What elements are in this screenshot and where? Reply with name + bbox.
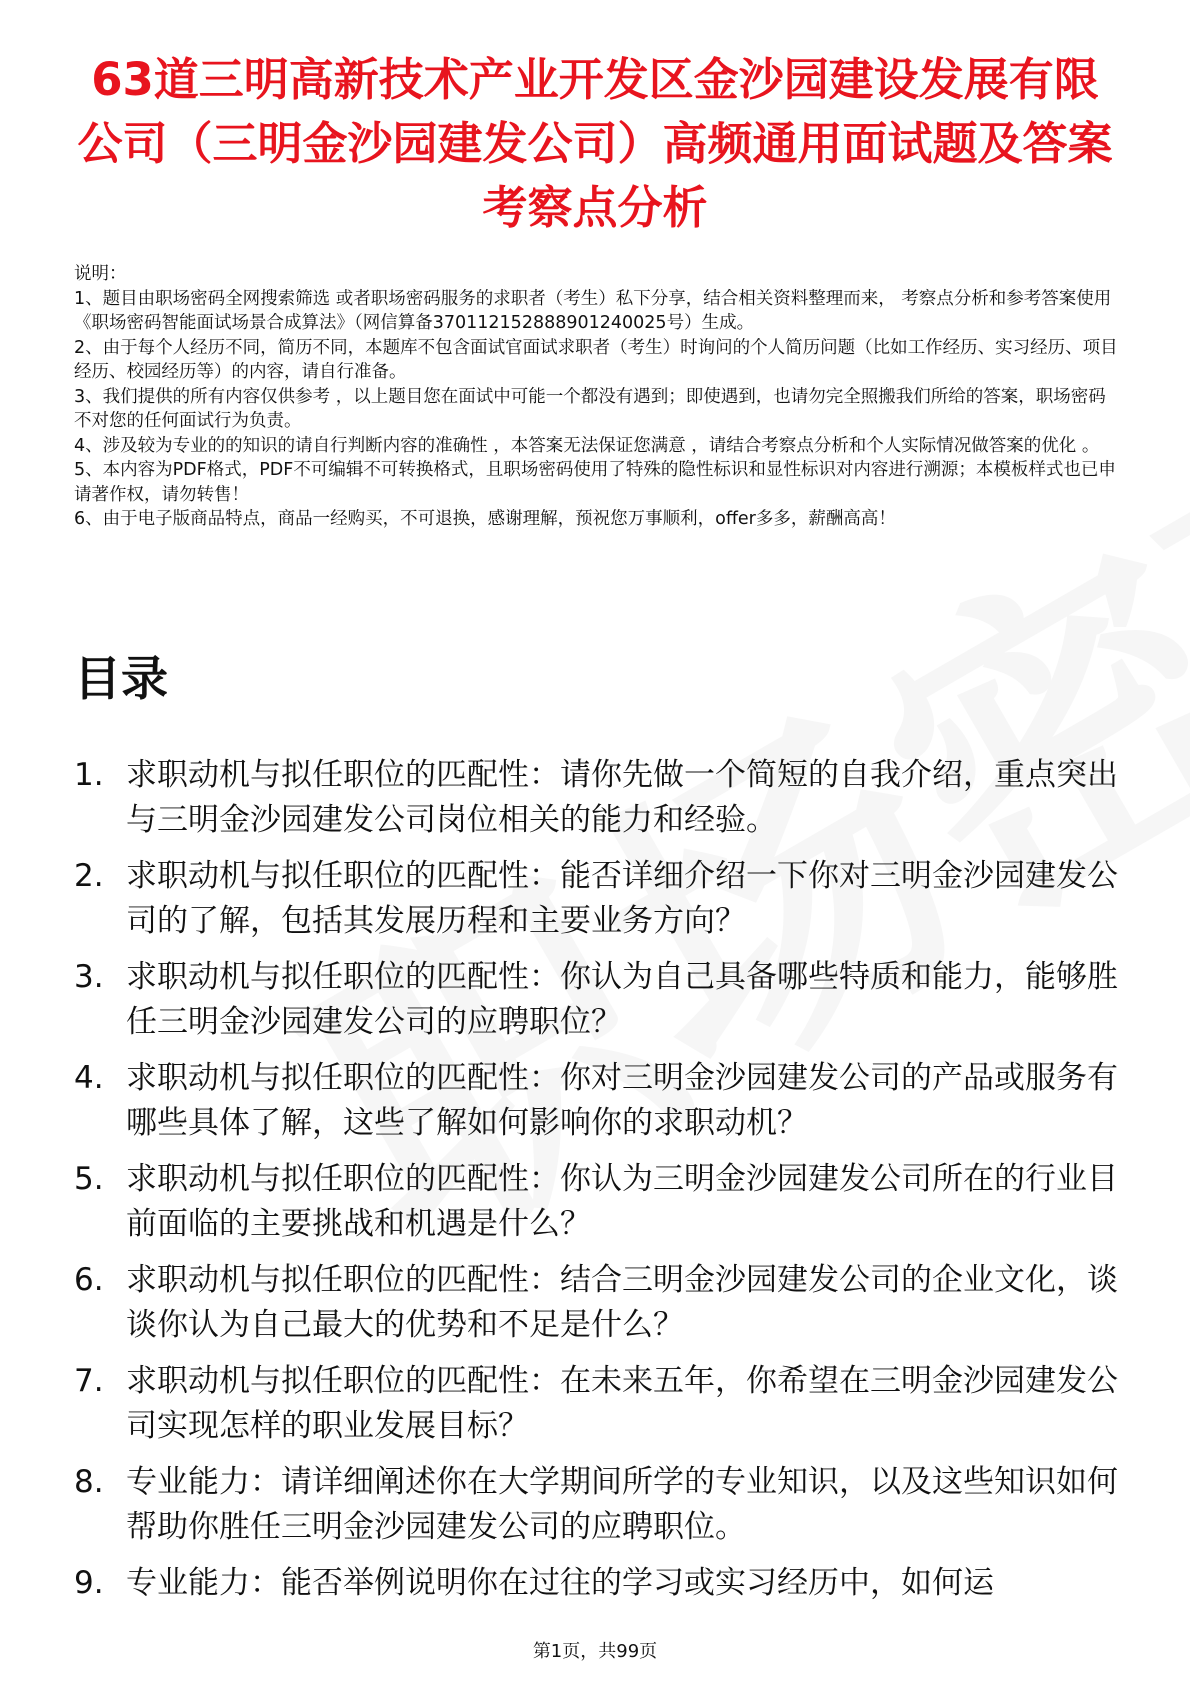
toc-item-number: 3. (74, 959, 104, 995)
note-item: 3、我们提供的所有内容仅供参考 ，以上题目您在面试中可能一个都没有遇到；即使遇到，也请勿完全照搬我们所给的答案，职场密码不对您的任何面试行为负责。 (74, 386, 1106, 431)
toc-item-text: 求职动机与拟任职位的匹配性：结合三明金沙园建发公司的企业文化，谈谈你认为自己最大的优势和不足是什么？ (126, 1262, 1118, 1343)
toc-item[interactable] (74, 1359, 1124, 1449)
toc-item-text: 求职动机与拟任职位的匹配性：你对三明金沙园建发公司的产品或服务有哪些具体了解，这些了解如何影响你的求职动机？ (126, 1060, 1118, 1141)
toc-item[interactable] (74, 1157, 1124, 1247)
note-item: 5、本内容为PDF格式，PDF不可编辑不可转换格式，且职场密码使用了特殊的隐性标识和显性标识对内容进行溯源；本模板样式也已申请著作权，请勿转售！ (74, 460, 1116, 505)
toc-list (74, 753, 1124, 1617)
note-item: 6、由于电子版商品特点，商品一经购买，不可退换，感谢理解，预祝您万事顺利，offer多多，薪酬高高！ (74, 509, 896, 529)
document-title: 63道三明高新技术产业开发区金沙园建设发展有限公司（三明金沙园建发公司）高频通用面试题及答案考察点分析 (77, 53, 1113, 234)
notes-label: 说明： (74, 264, 127, 284)
note-item: 2、由于每个人经历不同，简历不同，本题库不包含面试官面试求职者（考生）时询问的个人简历问题（比如工作经历、实习经历、项目经历、校园经历等）的内容，请自行准备。 (74, 337, 1118, 382)
toc-item-text: 专业能力：能否举例说明你在过往的学习或实习经历中，如何运 (126, 1565, 994, 1601)
toc-item-number: 8. (74, 1464, 104, 1500)
toc-item[interactable] (74, 955, 1124, 1045)
note-item: 1、题目由职场密码全网搜索筛选 或者职场密码服务的求职者（考生）私下分享，结合相关资料整理而来， 考察点分析和参考答案使用《职场密码智能面试场景合成算法》（网信算备370112152888901240025号）生成。 (74, 288, 1112, 333)
toc-item-text: 求职动机与拟任职位的匹配性：你认为三明金沙园建发公司所在的行业目前面临的主要挑战和机遇是什么？ (126, 1161, 1118, 1242)
toc-item-number: 4. (74, 1060, 104, 1096)
toc-item-number: 9. (74, 1565, 104, 1601)
toc-item[interactable] (74, 1561, 1124, 1606)
toc-item-text: 求职动机与拟任职位的匹配性：在未来五年，你希望在三明金沙园建发公司实现怎样的职业发展目标？ (126, 1363, 1118, 1444)
toc-item[interactable] (74, 1258, 1124, 1348)
toc-item[interactable] (74, 753, 1124, 843)
toc-item-text: 求职动机与拟任职位的匹配性：能否详细介绍一下你对三明金沙园建发公司的了解，包括其发展历程和主要业务方向？ (126, 858, 1118, 939)
toc-item-number: 1. (74, 757, 104, 793)
toc-item[interactable] (74, 1460, 1124, 1550)
toc-item-text: 求职动机与拟任职位的匹配性：请你先做一个简短的自我介绍，重点突出与三明金沙园建发公司岗位相关的能力和经验。 (126, 757, 1118, 838)
toc-item-text: 专业能力：请详细阐述你在大学期间所学的专业知识，以及这些知识如何帮助你胜任三明金沙园建发公司的应聘职位。 (126, 1464, 1118, 1545)
toc-item[interactable] (74, 1056, 1124, 1146)
toc-item-number: 5. (74, 1161, 104, 1197)
page-footer: 第1页，共99页 (532, 1641, 658, 1662)
note-item: 4、涉及较为专业的的知识的请自行判断内容的准确性 ，本答案无法保证您满意 ，请结合考察点分析和个人实际情况做答案的优化 。 (74, 435, 1100, 456)
toc-item-number: 2. (74, 858, 104, 894)
toc-heading: 目录 (74, 652, 168, 707)
toc-item-text: 求职动机与拟任职位的匹配性：你认为自己具备哪些特质和能力，能够胜任三明金沙园建发公司的应聘职位？ (126, 959, 1118, 1040)
notes-section (74, 262, 1119, 532)
toc-item-number: 6. (74, 1262, 104, 1298)
toc-item[interactable] (74, 854, 1124, 944)
toc-item-number: 7. (74, 1363, 104, 1399)
